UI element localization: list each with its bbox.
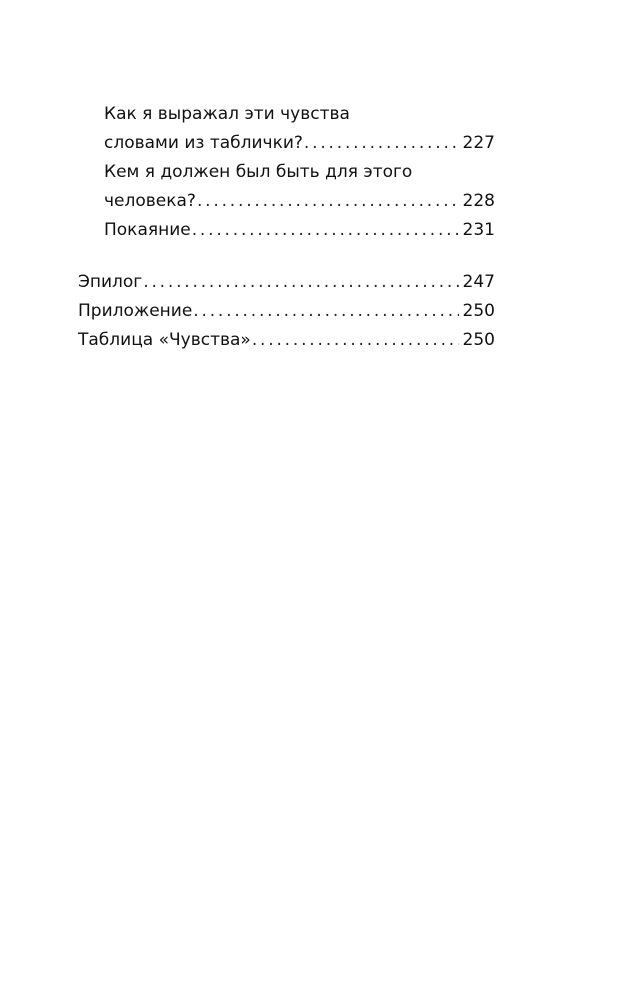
toc-page-number: 227 [462,133,495,153]
toc-entry-title-line2: человека? [104,191,196,211]
toc-page-number: 250 [462,330,495,350]
toc-entry-title-line1: Кем я должен был быть для этого [104,162,413,182]
toc-entry-title-line2: словами из таблички? [104,133,303,153]
toc-entry-repentance[interactable] [104,216,495,245]
table-of-contents [0,100,632,355]
toc-entry-leader-line [78,268,495,297]
toc-entry-title: Таблица «Чувства» [78,330,251,350]
toc-entry-leader-line [104,187,495,216]
dot-leader [143,268,458,297]
toc-page-number: 250 [462,301,495,321]
toc-entry-title: Покаяние [104,220,191,240]
toc-entry-appendix[interactable] [78,297,495,326]
toc-entry-leader-line [104,129,495,158]
toc-page-number: 231 [462,220,495,240]
toc-entry-leader-line [78,297,495,326]
toc-entry-leader-line [78,326,495,355]
toc-entry-title: Эпилог [78,272,143,292]
toc-entry-feelings-table[interactable] [78,326,495,355]
dot-leader [192,216,459,245]
toc-entry-epilogue[interactable] [78,268,495,297]
toc-entry-leader-line [104,216,495,245]
toc-entry-title-line1: Как я выражал эти чувства [104,104,350,124]
toc-page-number: 228 [462,191,495,211]
toc-page-number: 247 [462,272,495,292]
toc-entry-feelings-words[interactable] [104,100,495,158]
toc-entry-title: Приложение [78,301,193,321]
dot-leader [252,326,459,355]
dot-leader [197,187,459,216]
dot-leader [304,129,459,158]
toc-entry-who-should-i-be[interactable] [104,158,495,216]
dot-leader [193,297,458,326]
